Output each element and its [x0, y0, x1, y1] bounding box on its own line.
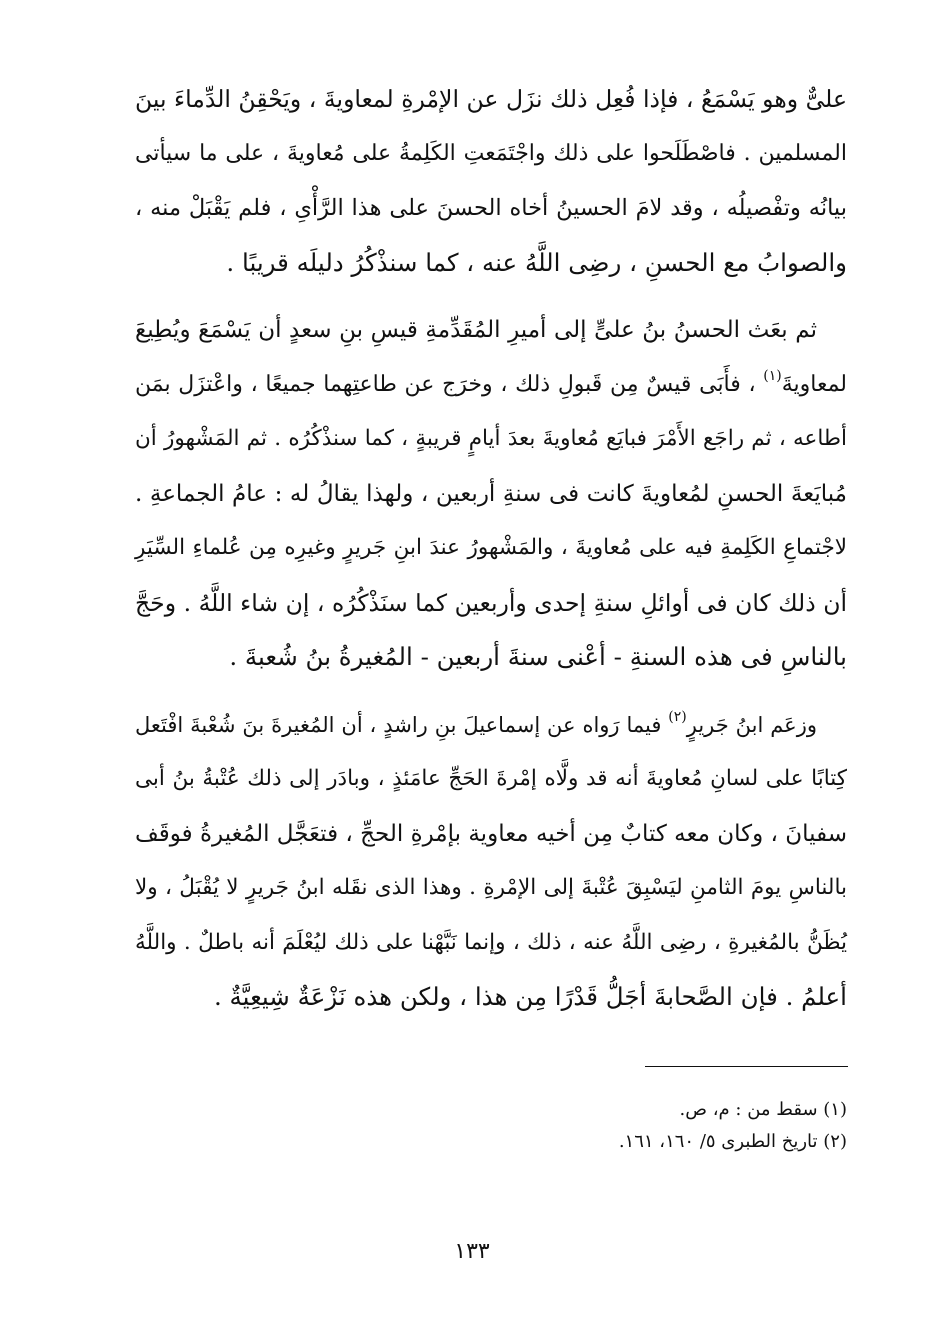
- footnote-marker: (١): [763, 367, 782, 384]
- main-text: [135, 72, 847, 1025]
- text-line: يُظَنُّ بالمُغيرةِ ، رضِى اللَّهُ عنه ، ذلك ، وإنما نَبَّهْنا على ذلك ليُعْلَمَ أنه باطلٌ . واللَّهُ: [135, 929, 847, 955]
- text-segment: وزعَم ابنُ جَريرٍ: [686, 712, 817, 737]
- text-line: [135, 698, 847, 753]
- footnote: (٢) تاريخ الطبرى ٥/ ١٦٠، ١٦١.: [618, 1131, 847, 1152]
- text-line: بيانُه وتفْصيلُه ، وقد لامَ الحسينُ أخاه الحسنَ على هذا الرَّأْىِ ، فلم يَقْبَلْ منه ،: [135, 195, 847, 221]
- text-line: أن ذلك كان فى أوائلِ سنةِ إحدى وأربعين كما سنَذْكُرُه ، إن شاء اللَّهُ . وحَجَّ: [135, 588, 847, 617]
- text-segment: لمعاويةَ: [781, 371, 847, 397]
- text-segment: ، فأَبَى قيسٌ مِن قَبولِ ذلك ، وخرَج عن طاعتِهما جميعًا ، واعْتزَل بمَن: [135, 371, 756, 397]
- text-line: كِتابًا على لسانِ مُعاويةَ أنه قد ولَّاه إمْرةَ الحَجِّ عامَئذٍ ، وبادَر إلى ذلك عُتْبةُ بنُ أبى: [135, 766, 847, 791]
- paragraph: [135, 303, 847, 685]
- text-line: المسلمين . فاصْطَلَحوا على ذلك واجْتَمَعتِ الكَلِمةُ على مُعاويةَ ، على ما سيأتى: [135, 140, 847, 166]
- footnote: (١) سقط من : م، ص.: [679, 1099, 847, 1120]
- text-line: والصوابُ مع الحسنِ ، رضِى اللَّهُ عنه ، كما سنذْكُرُ دليلَه قريبًا .: [226, 247, 847, 277]
- text-line: أطاعه ، ثم راجَع الأَمْرَ فبايَع مُعاويةَ بعدَ أيامٍ قريبةٍ ، كما سنذْكُرُه . ثم المَشْهورُ أن: [135, 426, 847, 451]
- paragraph: [135, 698, 847, 1025]
- page-number: ١٣٣: [454, 1239, 490, 1264]
- text-line: [135, 358, 847, 413]
- paragraph: [135, 72, 847, 290]
- text-line: بالناسِ يومَ الثامنِ ليَسْبِقَ عُتْبةَ إلى الإمْرةِ . وهذا الذى نقَله ابنُ جَريرٍ لا يُقْبَلُ ، ولا: [135, 875, 847, 900]
- footnote-marker: (٢): [668, 708, 687, 725]
- text-line: علىٌّ وهو يَسْمَعُ ، فإذا فُعِل ذلك نزَل عن الإمْرةِ لمعاويةَ ، ويَحْقِنُ الدِّماءَ بينَ: [135, 85, 847, 113]
- text-line: ثم بعَث الحسنُ بنُ علىٍّ إلى أميرِ المُقَدِّمةِ قيسِ بنِ سعدٍ أن يَسْمَعَ ويُطِيعَ: [135, 317, 817, 343]
- text-line: لاجْتماعِ الكَلِمةِ فيه على مُعاويةَ ، والمَشْهورُ عندَ ابنِ جَريرٍ وغيرِه مِن عُلماءِ السِّيَرِ: [135, 535, 847, 560]
- text-line: بالناسِ فى هذه السنةِ - أعْنى سنةَ أربعين - المُغيرةُ بنُ شُعبةَ .: [229, 642, 847, 671]
- footnotes: [400, 1094, 847, 1158]
- text-segment: فيما رَواه عن إسماعيلَ بنِ راشدٍ ، أن المُغيرةَ بنَ شُعْبةَ افْتَعل: [135, 712, 662, 737]
- text-line: سفيانَ ، وكان معه كتابٌ مِن أخيه معاوية بإمْرةِ الحجِّ ، فتعَجَّل المُغيرةُ فوقَف: [135, 820, 847, 847]
- text-line: أعلمُ . فإن الصَّحابةَ أجَلُّ قَدْرًا مِن هذا ، ولكن هذه نَزْعَةٌ شِيعِيَّةٌ .: [213, 982, 847, 1011]
- footnote-separator: [645, 1066, 848, 1067]
- text-line: مُبايَعةَ الحسنِ لمُعاويةَ كانت فى سنةِ أربعين ، ولهذا يقالُ له : عامُ الجماعةِ .: [135, 480, 847, 507]
